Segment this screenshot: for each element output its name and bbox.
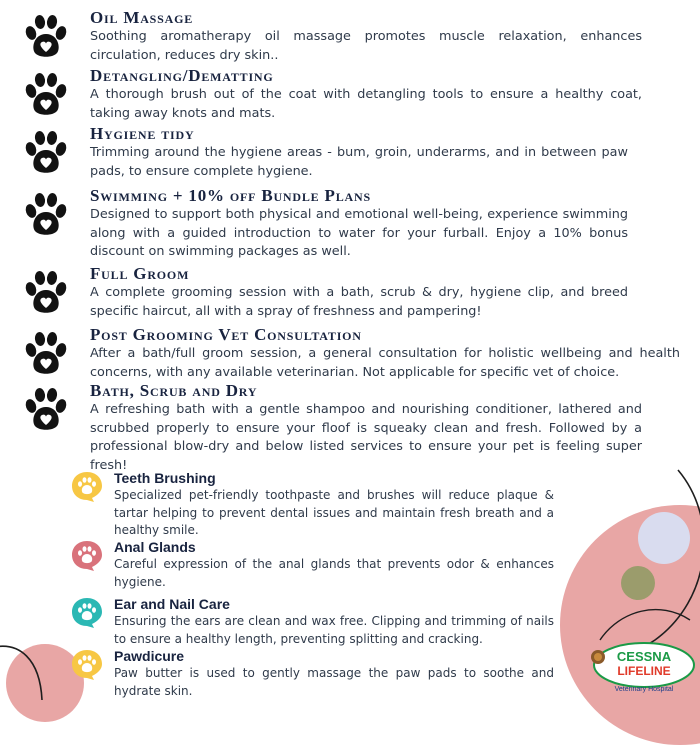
bath-extra-title: Anal Glands — [114, 539, 196, 555]
bath-extra-item — [70, 648, 560, 708]
paw-heart-icon — [22, 130, 70, 178]
paw-heart-icon — [22, 192, 70, 240]
service-item — [22, 186, 682, 266]
paw-heart-icon — [22, 270, 70, 318]
paw-heart-icon — [22, 72, 70, 120]
paw-heart-icon — [22, 387, 70, 435]
service-title: Detangling/Dematting — [90, 66, 274, 85]
service-title: Oil Massage — [90, 8, 194, 27]
paw-heart-icon — [22, 14, 70, 62]
service-title: Swimming + 10% off Bundle Plans — [90, 186, 371, 205]
service-description: After a bath/full groom session, a general consultation for holistic wellbeing and health concerns, with any available veterinarian. Not applicable for specific vet of choice. — [90, 346, 680, 380]
bath-extra-description: Ensuring the ears are clean and wax free. Clipping and trimming of nails to ensure a healthy length, preventing splitting and cracking. — [114, 614, 554, 646]
service-title: Hygiene tidy — [90, 124, 195, 143]
bath-extra-description: Careful expression of the anal glands that prevents odor & enhances hygiene. — [114, 557, 554, 589]
svg-text:CESSNA: CESSNA — [616, 649, 672, 664]
decor-olive-circle — [621, 566, 655, 600]
service-description: A refreshing bath with a gentle shampoo and nourishing conditioner, lathered and scrubbed properly to ensure your floof is squeaky clean and fresh. Followed by a professional blow-dry and below listed services to ensure your pet is feeling super fresh! — [90, 402, 642, 473]
service-title: Full Groom — [90, 264, 190, 283]
service-description: Designed to support both physical and emotional well-being, experience swimming along with a guided introduction to water for your furball. Enjoy a 10% bonus discount on swimming packages as well. — [90, 207, 628, 259]
service-title: Post Grooming Vet Consultation — [90, 325, 362, 344]
bath-extra-item — [70, 539, 560, 599]
svg-text:LIFELINE: LIFELINE — [617, 664, 671, 678]
bath-extra-title: Teeth Brushing — [114, 470, 216, 486]
service-description: Soothing aromatherapy oil massage promotes muscle relaxation, enhances circulation, reduces dry skin.. — [90, 29, 642, 63]
service-item — [22, 381, 682, 473]
bath-extra-description: Specialized pet-friendly toothpaste and brushes will reduce plaque & tartar helping to prevent dental issues and maintain fresh breath and a healthy smile. — [114, 488, 554, 537]
bath-extra-description: Paw butter is used to gently massage the paw pads to soothe and hydrate skin. — [114, 666, 554, 698]
paw-heart-icon — [22, 331, 70, 379]
bath-extra-item — [70, 470, 560, 537]
paw-bubble-icon — [70, 539, 104, 573]
bath-extra-item — [70, 596, 560, 656]
bath-extra-title: Ear and Nail Care — [114, 596, 230, 612]
decor-lavender-circle — [638, 512, 690, 564]
paw-bubble-icon — [70, 648, 104, 682]
service-description: Trimming around the hygiene areas - bum, groin, underarms, and in between paw pads, to ensure complete hygiene. — [90, 145, 628, 179]
bath-extra-title: Pawdicure — [114, 648, 185, 664]
logo-tagline: Veterinary Hospital — [614, 686, 674, 693]
service-description: A thorough brush out of the coat with detangling tools to ensure a healthy coat, taking away knots and mats. — [90, 87, 642, 121]
service-title: Bath, Scrub and Dry — [90, 381, 258, 400]
service-description: A complete grooming session with a bath, scrub & dry, hygiene clip, and breed specific haircut, all with a spray of freshness and pampering! — [90, 285, 628, 319]
paw-bubble-icon — [70, 470, 104, 504]
paw-bubble-icon — [70, 596, 104, 630]
cessna-lifeline-logo — [588, 635, 696, 695]
